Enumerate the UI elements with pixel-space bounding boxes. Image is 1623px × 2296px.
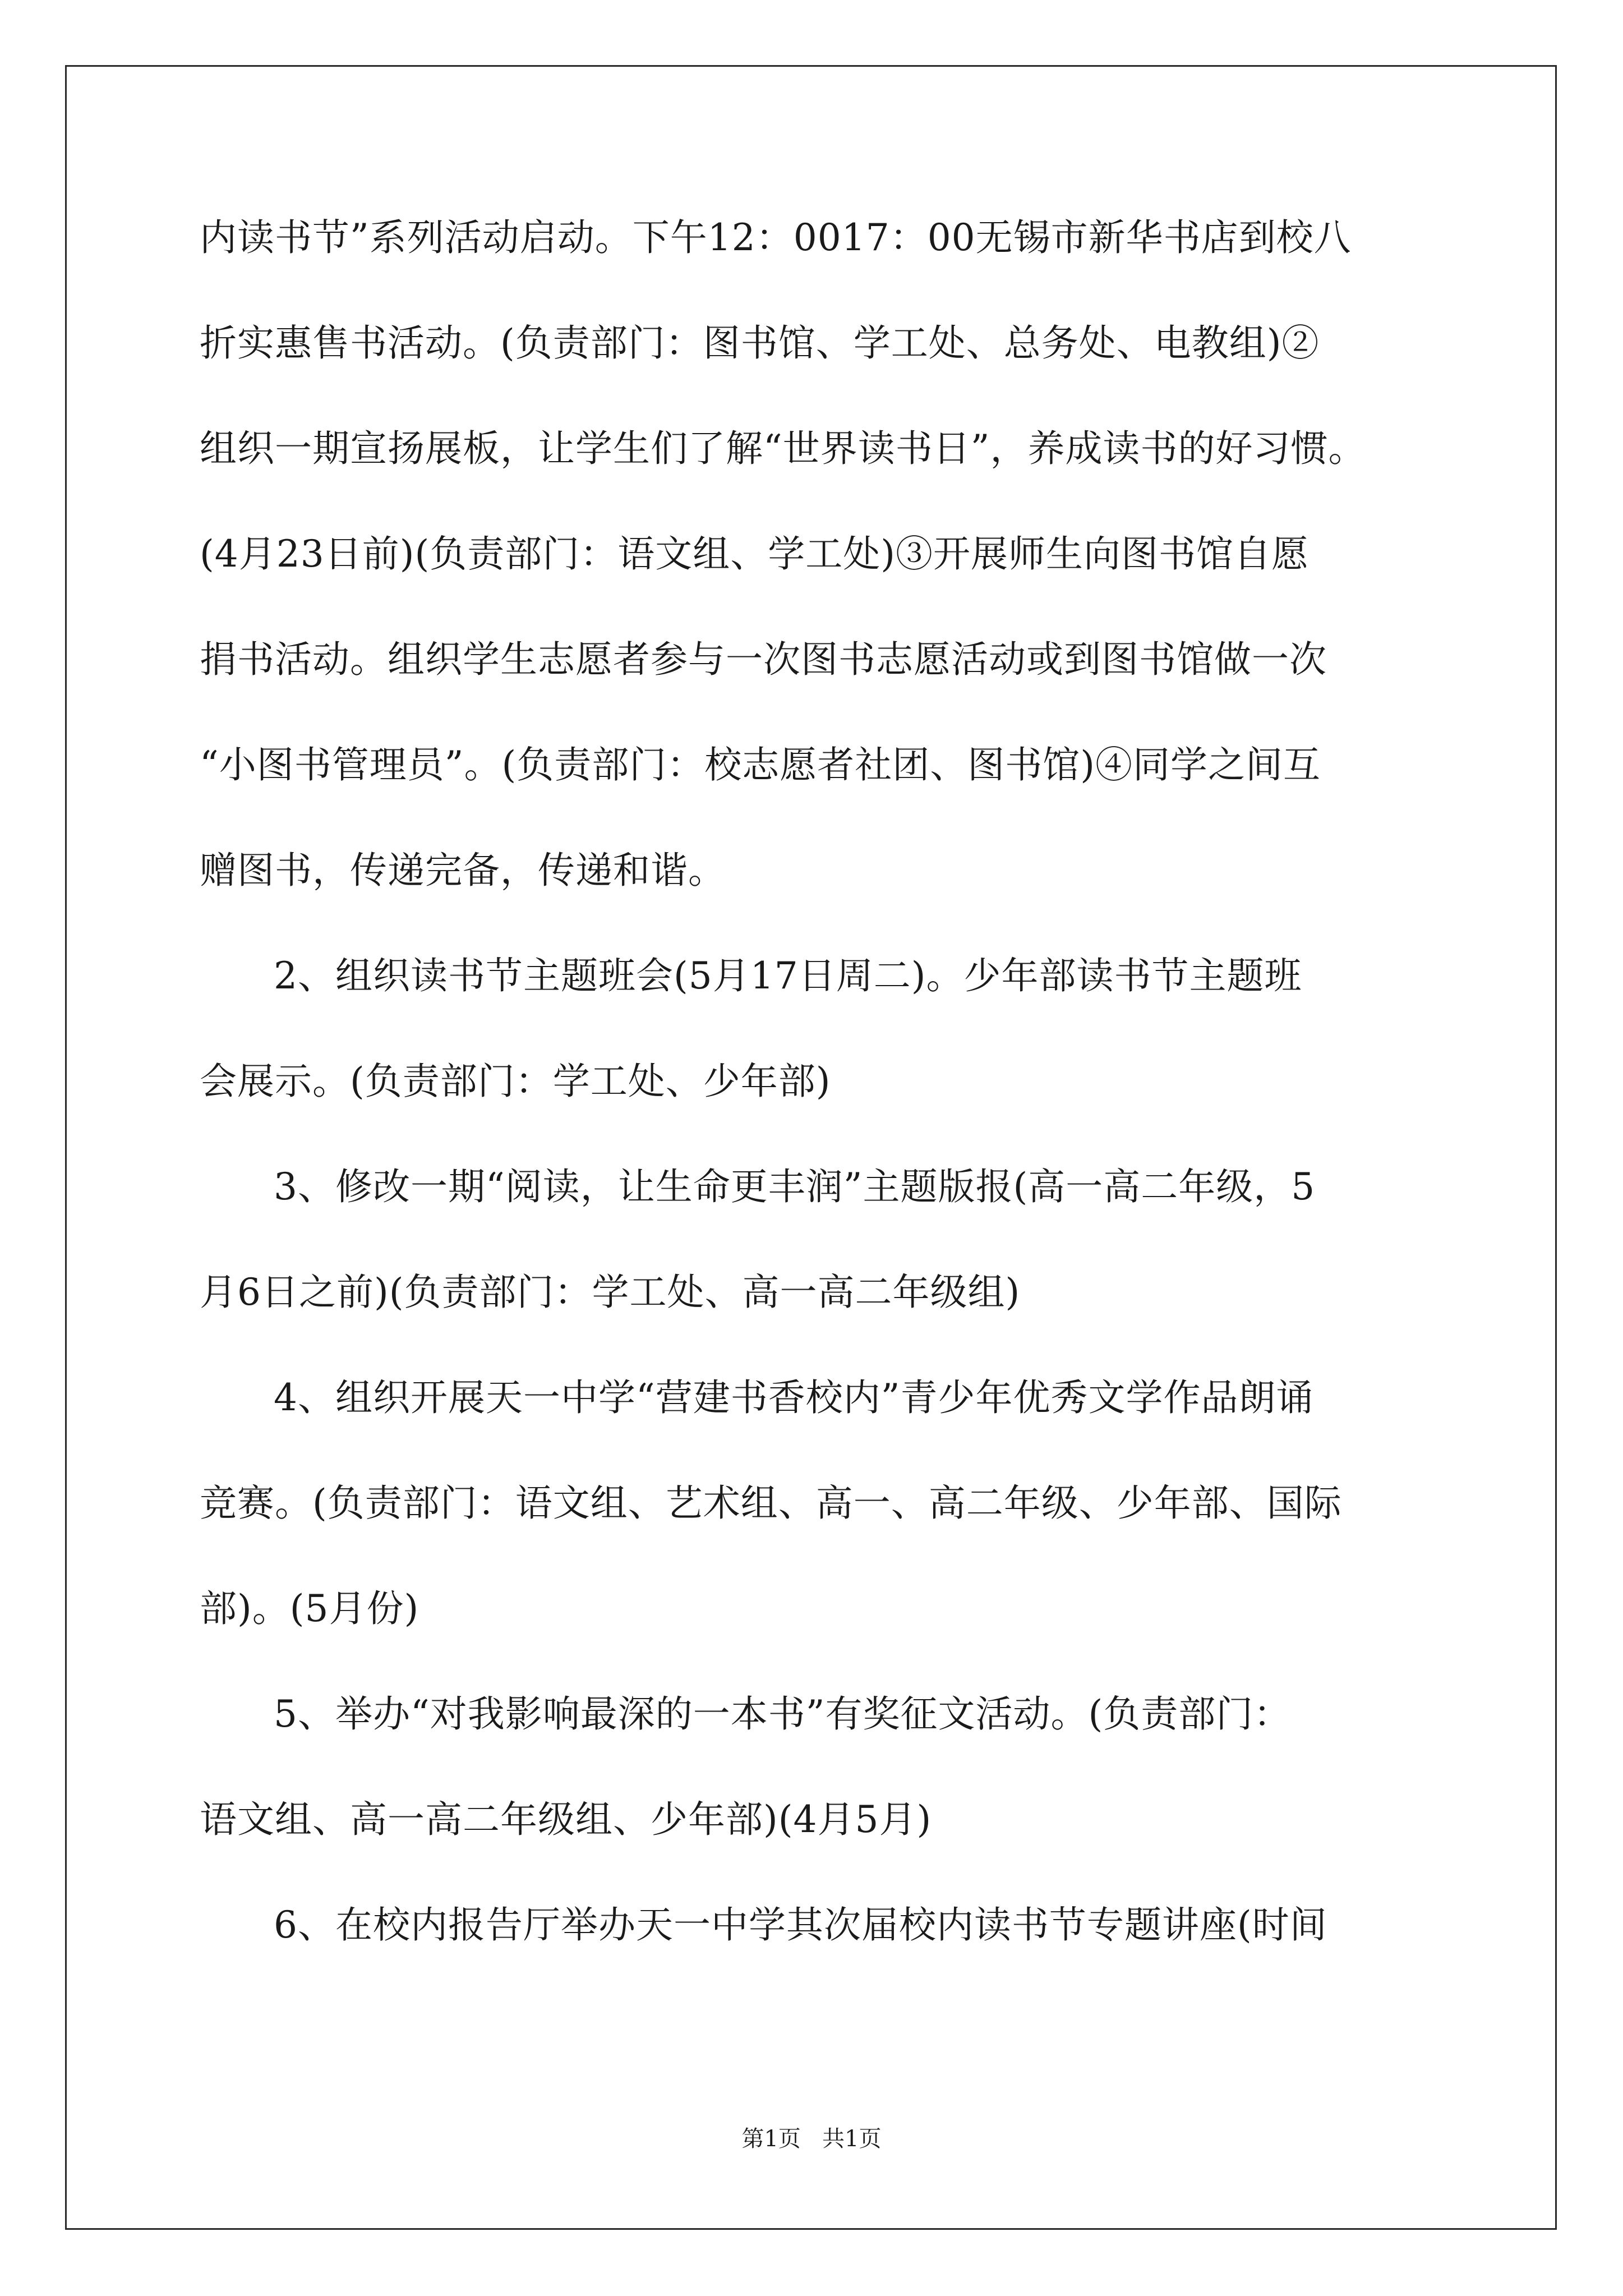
paragraph-first-line: 4、组织开展天一中学“营建书香校内”青少年优秀文学作品朗诵 [274,1376,1314,1419]
document-body [200,212,1428,2005]
text-line: 语文组、高一高二年级组、少年部)(4月5月) [200,1798,932,1841]
text-line: 竞赛。(负责部门：语文组、艺术组、高一、高二年级、少年部、国际 [200,1481,1342,1525]
paragraph-first-line: 2、组织读书节主题班会(5月17日周二)。少年部读书节主题班 [274,954,1302,997]
paragraph-first-line: 6、在校内报告厅举办天一中学其次届校内读书节专题讲座(时间 [274,1903,1327,1947]
text-line: 组织一期宣扬展板，让学生们了解“世界读书日”，养成读书的好习惯。 [200,427,1366,470]
text-line: 部)。(5月份) [200,1587,419,1630]
paragraph-first-line: 5、举办“对我影响最深的一本书”有奖征文活动。(负责部门： [274,1692,1292,1736]
text-line: 折实惠售书活动。(负责部门：图书馆、学工处、总务处、电教组)② [200,321,1320,365]
text-line: 内读书节”系列活动启动。下午12：0017：00无锡市新华书店到校八 [200,216,1352,259]
page-number-footer: 第1页 共1页 [741,2126,882,2152]
text-line: (4月23日前)(负责部门：语文组、学工处)③开展师生向图书馆自愿 [200,532,1309,576]
text-line: 赠图书，传递完备，传递和谐。 [200,849,726,892]
text-line: 捐书活动。组织学生志愿者参与一次图书志愿活动或到图书馆做一次 [200,638,1327,681]
text-line: 月6日之前)(负责部门：学工处、高一高二年级组) [200,1271,1021,1314]
paragraph-first-line: 3、修改一期“阅读，让生命更丰润”主题版报(高一高二年级，5 [274,1165,1316,1208]
text-line: 会展示。(负责部门：学工处、少年部) [200,1060,831,1103]
text-line: “小图书管理员”。(负责部门：校志愿者社团、图书馆)④同学之间互 [200,743,1321,786]
